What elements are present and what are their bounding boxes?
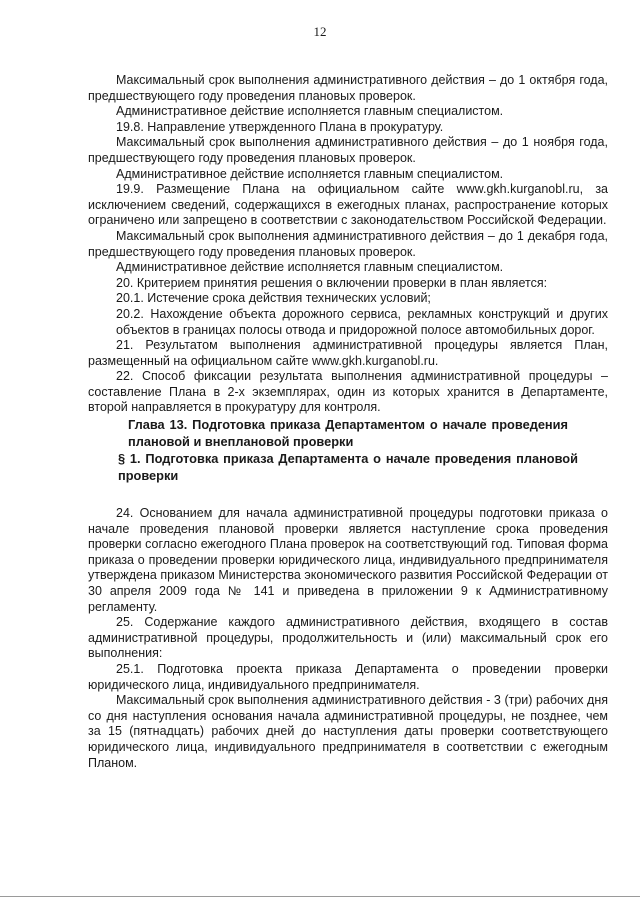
page-number: 12 bbox=[313, 24, 327, 39]
paragraph: 25.1. Подготовка проекта приказа Департамента о проведении проверки юридического лица, индивидуального предпринимателя. bbox=[88, 662, 608, 692]
bottom-paragraphs bbox=[88, 506, 608, 771]
paragraph: 19.9. Размещение Плана на официальном сайте www.gkh.kurganobl.ru, за исключением сведений, содержащихся в ежегодных планах, распространение которых ограничено или запрещено в соответствии с законодательством Российской Федерации. bbox=[88, 182, 608, 228]
paragraph: 24. Основанием для начала административной процедуры подготовки приказа о начале проведения плановой проверки является наступление срока проведения проверки согласно ежегодного Плана проверок на соответствующий год. Типовая форма приказа о проведении проверки юридического лица, индивидуального предпринимателя утверждена приказом Министерства экономического развития Российской Федерации от 30 апреля 2009 года № 141 и приведена в приложении 9 к Административному регламенту. bbox=[88, 506, 608, 614]
paragraph: 20.2. Нахождение объекта дорожного сервиса, рекламных конструкций и других объектов в границах полосы отвода и придорожной полосе автомобильных дорог. bbox=[116, 306, 608, 337]
top-paragraphs bbox=[88, 73, 608, 416]
paragraph: Максимальный срок выполнения административного действия – до 1 ноября года, предшествующего году проведения плановых проверок. bbox=[88, 135, 608, 165]
paragraph: Административное действие исполняется главным специалистом. bbox=[116, 260, 504, 275]
paragraph: Административное действие исполняется главным специалистом. bbox=[116, 166, 504, 181]
paragraph: 21. Результатом выполнения административной процедуры является План, размещенный на официальном сайте www.gkh.kurganobl.ru. bbox=[88, 338, 608, 368]
paragraph: 22. Способ фиксации результата выполнения административной процедуры – составление Плана в 2-х экземплярах, один из которых хранится в Департаменте, второй направляется в прокуратуру для контроля. bbox=[88, 369, 608, 415]
section-heading: § 1. Подготовка приказа Департамента о начале проведения плановой проверки bbox=[118, 451, 578, 484]
paragraph: Административное действие исполняется главным специалистом. bbox=[116, 104, 504, 119]
paragraph: Максимальный срок выполнения административного действия – до 1 декабря года, предшествующего году проведения плановых проверок. bbox=[88, 228, 608, 259]
paragraph: 20.1. Истечение срока действия технических условий; bbox=[116, 291, 431, 306]
paragraph: Максимальный срок выполнения административного действия - 3 (три) рабочих дня со дня наступления основания начала административной процедуры, не позднее, чем за 15 (пятнадцать) рабочих дней до наступления даты проверки соответствующего юридического лица, индивидуального предпринимателя в соответствии с ежегодным Планом. bbox=[88, 693, 608, 770]
paragraph: 20. Критерием принятия решения о включении проверки в план является: bbox=[116, 275, 548, 290]
paragraph: 25. Содержание каждого административного действия, входящего в состав административной процедуры, продолжительность и (или) максимальный срок его выполнения: bbox=[88, 615, 608, 661]
chapter-heading: Глава 13. Подготовка приказа Департаментом о начале проведения плановой и внеплановой проверки bbox=[128, 417, 568, 450]
document-body bbox=[88, 73, 608, 771]
scan-edge-line bbox=[0, 896, 640, 897]
spacer bbox=[88, 484, 608, 506]
paragraph: Максимальный срок выполнения административного действия – до 1 октября года, предшествующего году проведения плановых проверок. bbox=[88, 73, 608, 103]
paragraph: 19.8. Направление утвержденного Плана в прокуратуру. bbox=[116, 119, 444, 134]
